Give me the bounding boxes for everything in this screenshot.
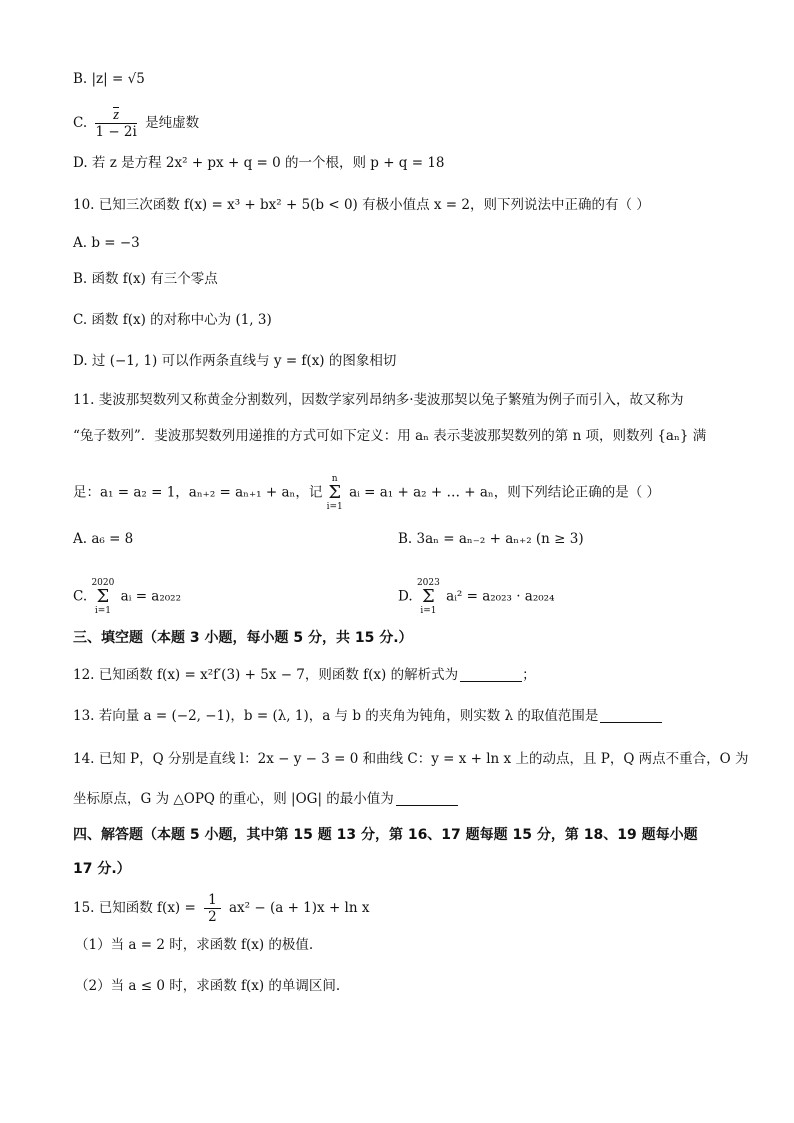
q12-end: ； [522,667,536,683]
q10-stem: 10. 已知三次函数 f(x) = x³ + bx² + 5(b < 0) 有极小值点 x = 2，则下列说法中正确的有（ ） [73,197,650,213]
q11-option-d [398,578,554,616]
q10-option-c: C. 函数 f(x) 的对称中心为 (1, 3) [73,312,272,328]
q14-answer-blank[interactable] [396,791,458,806]
q15-fraction [204,892,221,925]
q9-option-c-fraction [95,107,136,140]
q10-option-b: B. 函数 f(x) 有三个零点 [73,271,218,287]
q11-option-c-sum-lower: i=1 [94,606,111,616]
q15-part-1: （1）当 a = 2 时，求函数 f(x) 的极值. [75,937,314,953]
q15-fraction-numerator: 1 [204,892,221,909]
q9-option-c-numerator: z [95,107,136,124]
q15-part-2: （2）当 a ≤ 0 时，求函数 f(x) 的单调区间. [75,978,341,994]
q11-sum-lower: i=1 [326,502,343,512]
q15-fraction-denominator: 2 [208,909,217,925]
section-3-heading: 三、填空题（本题 3 小题，每小题 5 分，共 15 分.） [73,630,413,646]
q11-sum-upper: n [331,474,338,484]
q12-answer-blank[interactable] [460,667,522,682]
q13-text: 13. 若向量 a = (−2, −1)，b = (λ, 1)，a 与 b 的夹角为钝角，则实数 λ 的取值范围是 [73,708,599,724]
q11-summation: n Σ i=1 [326,474,343,512]
q11-option-b: B. 3aₙ = aₙ₋₂ + aₙ₊₂ (n ≥ 3) [398,531,584,547]
q11-option-c-expr: aᵢ = a₂₀₂₂ [120,588,181,605]
q9-option-c-label: C. [73,115,88,131]
q14-stem-line1: 14. 已知 P，Q 分别是直线 l：2x − y − 3 = 0 和曲线 C：y = x + ln x 上的动点，且 P，Q 两点不重合，O 为 [73,751,749,767]
q10-option-a: A. b = −3 [73,235,140,251]
q15-text-end: ax² − (a + 1)x + ln x [229,900,370,916]
q11-stem-line2: “兔子数列”．斐波那契数列用递推的方式可如下定义：用 aₙ 表示斐波那契数列的第 n 项，则数列 {aₙ} 满 [73,428,707,444]
q9-option-b: B. |z| = √5 [73,71,145,87]
q13-stem [73,705,662,727]
q11-stem-line3-end: aᵢ = a₁ + a₂ + … + aₙ，则下列结论正确的是（ ） [349,484,661,501]
q9-option-c [73,107,199,140]
q11-option-c-sum-upper: 2020 [91,578,115,588]
q12-text: 12. 已知函数 f(x) = x²f′(3) + 5x − 7，则函数 f(x) 的解析式为 [73,667,459,683]
q11-option-a: A. a₆ = 8 [73,531,134,547]
q11-option-d-sum-lower: i=1 [420,606,437,616]
q12-stem [73,664,536,686]
q15-stem [73,892,369,925]
q14-text: 坐标原点，G 为 △OPQ 的重心，则 |OG| 的最小值为 [73,791,394,807]
q11-option-c-label: C. [73,588,88,605]
q11-option-d-sum-upper: 2023 [416,578,440,588]
q11-option-c-summation: 2020 Σ i=1 [91,578,115,616]
q15-text-start: 15. 已知函数 f(x) = [73,900,196,916]
q11-option-d-label: D. [398,588,413,605]
q9-option-c-text: 是纯虚数 [145,115,200,131]
q11-stem-line1: 11. 斐波那契数列又称黄金分割数列，因数学家列昂纳多·斐波那契以兔子繁殖为例子而引入，故又称为 [73,392,684,408]
q9-option-c-denominator: 1 − 2i [95,124,137,140]
q11-option-d-summation: 2023 Σ i=1 [416,578,440,616]
q11-option-d-expr: aᵢ² = a₂₀₂₃ · a₂₀₂₄ [446,588,555,605]
q11-option-c [73,578,181,616]
q10-option-d: D. 过 (−1, 1) 可以作两条直线与 y = f(x) 的图象相切 [73,353,397,369]
q13-answer-blank[interactable] [600,708,662,723]
q9-option-d: D. 若 z 是方程 2x² + px + q = 0 的一个根，则 p + q = 18 [73,155,445,171]
section-4-heading-line1: 四、解答题（本题 5 小题，其中第 15 题 13 分，第 16、17 题每题 15 分，第 18、19 题每小题 [73,827,698,843]
section-4-heading-line2: 17 分.） [73,861,131,877]
q11-stem-line3-start: 足：a₁ = a₂ = 1，aₙ₊₂ = aₙ₊₁ + aₙ，记 [73,484,323,501]
q11-stem-line3 [73,474,660,512]
q14-stem-line2 [73,788,458,810]
